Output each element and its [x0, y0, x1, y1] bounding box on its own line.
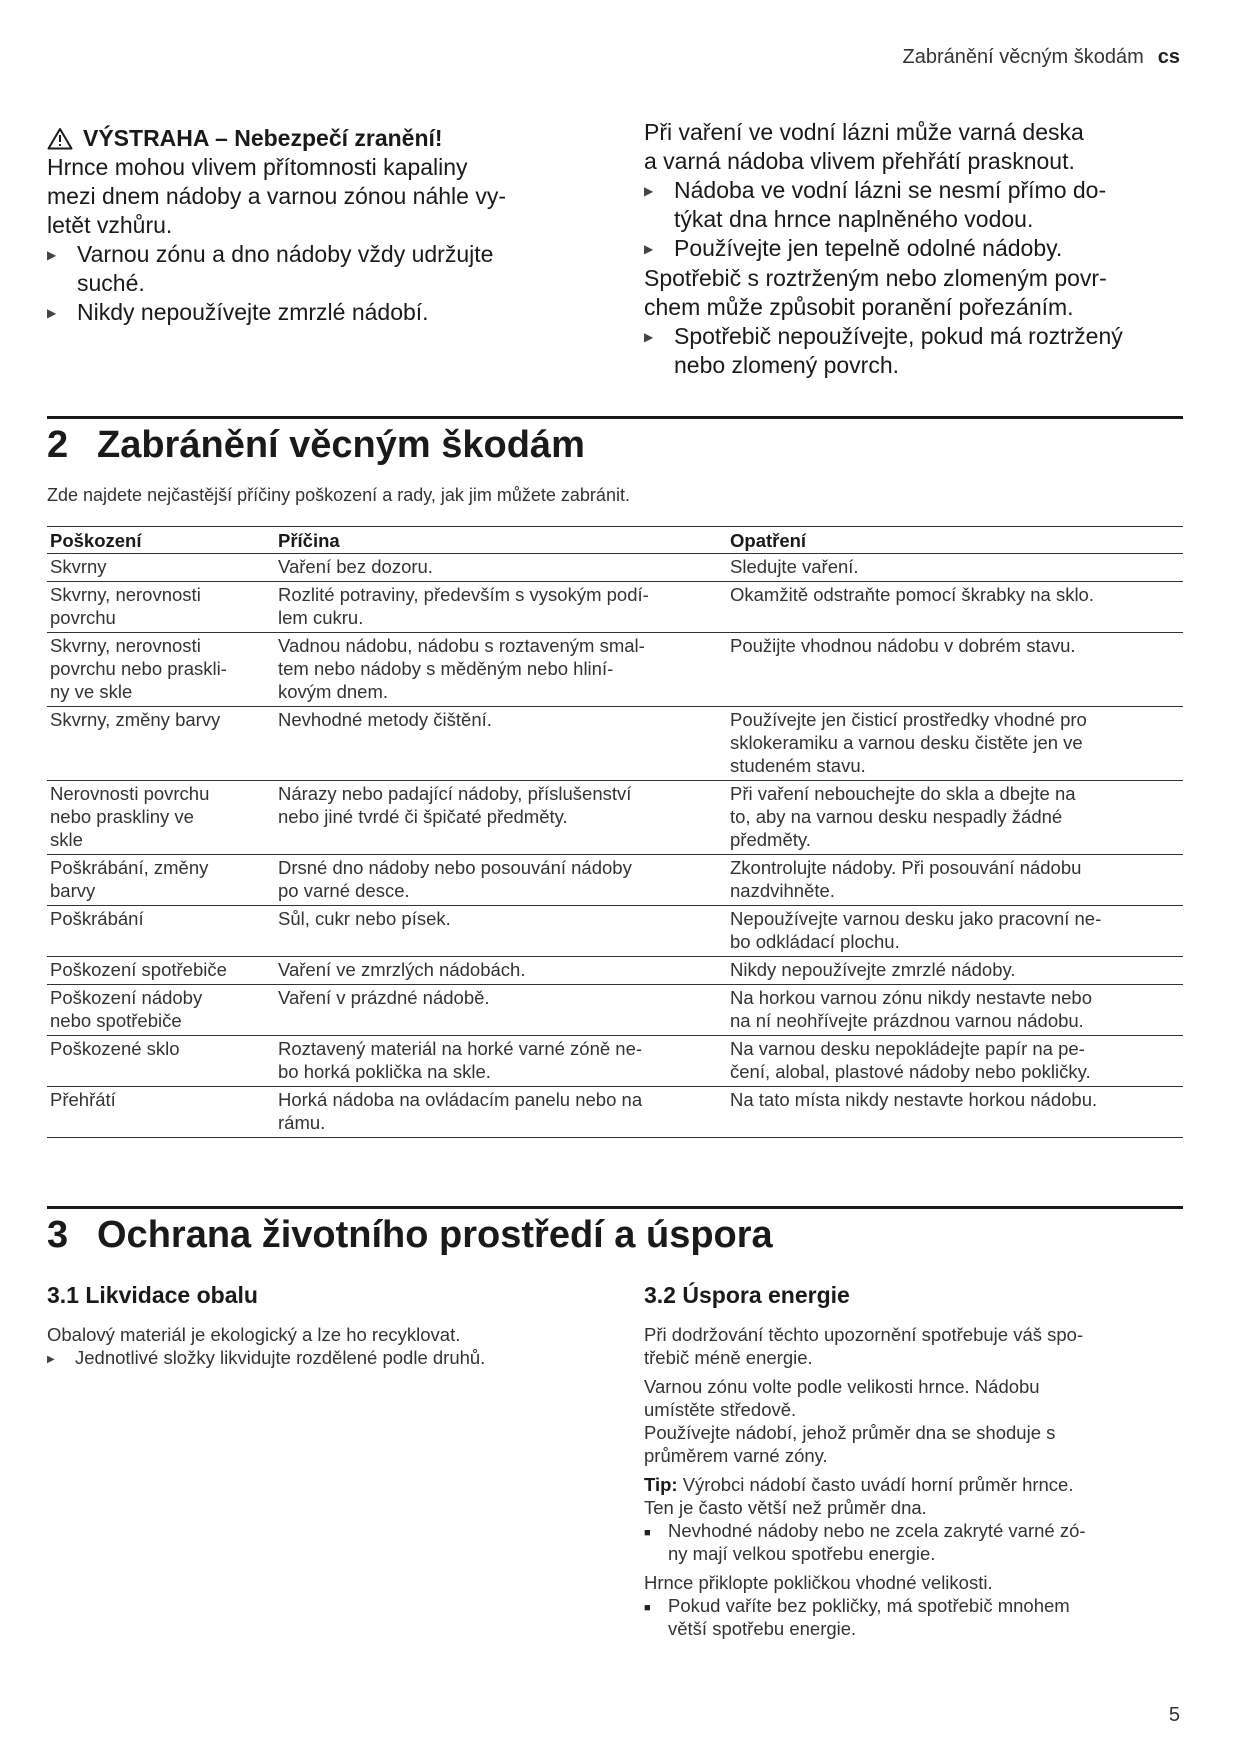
cell-line: to, aby na varnou desku nespadly žádné	[730, 806, 1063, 827]
cell-line: Poškození nádoby	[50, 987, 203, 1008]
paragraph	[644, 1375, 1174, 1421]
column-header: Příčina	[275, 527, 727, 554]
text-line: ny mají velkou spotřebu energie.	[668, 1543, 936, 1564]
table-cell	[275, 985, 727, 1036]
section-title: Ochrana životního prostředí a úspora	[97, 1214, 773, 1256]
table-row	[47, 582, 1183, 633]
text-line: Používejte jen tepelně odolné nádoby.	[674, 235, 1063, 261]
cell-line: Horká nádoba na ovládacím panelu nebo na	[278, 1089, 643, 1110]
arrow-bullet-icon: ▶	[47, 248, 57, 262]
text-line: a varná nádoba vlivem přehřátí prasknout.	[644, 148, 1075, 174]
cell-line: Skvrny, nerovnosti	[50, 584, 201, 605]
cell-line: Skvrny, nerovnosti	[50, 635, 201, 656]
table-row	[47, 957, 1183, 985]
text-line: Výrobci nádobí často uvádí horní průměr hrnce.	[682, 1474, 1074, 1495]
page-number: 5	[1168, 1704, 1180, 1726]
subsection-3-1	[47, 1282, 577, 1371]
cell-line: Přehřátí	[50, 1089, 116, 1110]
subsection-title: 3.2 Úspora energie	[644, 1282, 850, 1308]
text-line: týkat dna hrnce naplněného vodou.	[674, 206, 1034, 232]
text-line: chem může způsobit poranění pořezáním.	[644, 294, 1074, 320]
warning-title	[47, 124, 577, 153]
table-cell	[727, 906, 1183, 957]
cell-line: Použijte vhodnou nádobu v dobrém stavu.	[730, 635, 1076, 656]
paragraph	[644, 1421, 1174, 1467]
arrow-bullet-icon: ▶	[644, 242, 654, 256]
table-cell	[47, 855, 275, 906]
table-cell	[47, 985, 275, 1036]
table-cell	[275, 1036, 727, 1087]
cell-line: Skvrny	[50, 556, 107, 577]
text-line: Spotřebič s roztrženým nebo zlomeným povr-	[644, 265, 1107, 291]
table-cell	[275, 855, 727, 906]
cell-line: Vaření bez dozoru.	[278, 556, 433, 577]
table-row	[47, 855, 1183, 906]
table-cell	[727, 582, 1183, 633]
cell-line: bo horká poklička na skle.	[278, 1061, 491, 1082]
cell-line: povrchu nebo praskli-	[50, 658, 227, 679]
square-bullet-icon: ■	[644, 1527, 651, 1539]
cell-line: ny ve skle	[50, 681, 133, 702]
text-line: nebo zlomený povrch.	[674, 352, 900, 378]
table-cell	[275, 633, 727, 707]
section-rule	[47, 416, 1183, 419]
cell-line: Nikdy nepoužívejte zmrzlé nádoby.	[730, 959, 1016, 980]
warning-text	[47, 153, 577, 240]
table-header-row	[47, 527, 1183, 554]
table-cell	[275, 906, 727, 957]
text-line: Varnou zónu volte podle velikosti hrnce. Nádobu	[644, 1376, 1040, 1397]
text-line: průměrem varné zóny.	[644, 1445, 828, 1466]
bullet-text: Jednotlivé složky likvidujte rozdělené podle druhů.	[75, 1347, 486, 1368]
table-row	[47, 707, 1183, 781]
table-cell	[727, 707, 1183, 781]
warning-bullet	[47, 240, 577, 298]
table-cell	[47, 1087, 275, 1138]
text-line: Nevhodné nádoby nebo ne zcela zakryté varné zó-	[668, 1520, 1086, 1541]
cell-line: sklokeramiku a varnou desku čistěte jen ve	[730, 732, 1083, 753]
section-2-heading	[47, 424, 585, 467]
cell-line: tem nebo nádoby s měděným nebo hliní-	[278, 658, 614, 679]
warning-title-text: VÝSTRAHA – Nebezpečí zranění!	[83, 125, 443, 151]
arrow-bullet-icon: ▶	[47, 306, 57, 320]
table-cell	[275, 781, 727, 855]
table-cell	[727, 957, 1183, 985]
tip-paragraph	[644, 1473, 1174, 1519]
table-cell	[47, 554, 275, 582]
text-line: Hrnce mohou vlivem přítomnosti kapaliny	[47, 154, 468, 180]
table-body	[47, 554, 1183, 1138]
text-line: Při dodržování těchto upozornění spotřebuje váš spo-	[644, 1324, 1084, 1345]
cell-line: čení, alobal, plastové nádoby nebo pokličky.	[730, 1061, 1091, 1082]
table-cell	[727, 855, 1183, 906]
paragraph	[644, 118, 1184, 176]
cell-line: Poškrábání, změny	[50, 857, 209, 878]
table-cell	[727, 985, 1183, 1036]
cell-line: Nerovnosti povrchu	[50, 783, 210, 804]
cell-line: Sledujte vaření.	[730, 556, 859, 577]
table-cell	[47, 906, 275, 957]
table-cell	[47, 633, 275, 707]
table-cell	[275, 707, 727, 781]
header-title: Zabránění věcným škodám	[902, 46, 1144, 68]
text-line: Při vaření ve vodní lázni může varná deska	[644, 119, 1084, 145]
cell-line: nazdvihněte.	[730, 880, 835, 901]
cell-line: Na tato místa nikdy nestavte horkou nádobu.	[730, 1089, 1098, 1110]
table-cell	[727, 781, 1183, 855]
column-header: Poškození	[47, 527, 275, 554]
cell-line: povrchu	[50, 607, 116, 628]
table-cell	[275, 957, 727, 985]
section-title: Zabránění věcným škodám	[97, 424, 585, 466]
cell-line: studeném stavu.	[730, 755, 866, 776]
arrow-bullet-icon: ▶	[644, 330, 654, 344]
cell-line: předměty.	[730, 829, 811, 850]
table-cell	[47, 707, 275, 781]
column-header: Opatření	[727, 527, 1183, 554]
table-cell	[47, 781, 275, 855]
text-line: třebič méně energie.	[644, 1347, 813, 1368]
right-warning-column	[644, 118, 1184, 380]
text-line: mezi dnem nádoby a varnou zónou náhle vy-	[47, 183, 507, 209]
section-number: 2	[47, 424, 69, 466]
bullet-item	[47, 1346, 577, 1371]
cell-line: Nevhodné metody čištění.	[278, 709, 492, 730]
table-cell	[275, 1087, 727, 1138]
cell-line: barvy	[50, 880, 96, 901]
bullet-item	[644, 176, 1184, 234]
table-cell	[47, 957, 275, 985]
table-row	[47, 906, 1183, 957]
cell-line: Nepoužívejte varnou desku jako pracovní ne-	[730, 908, 1102, 929]
cell-line: Poškozené sklo	[50, 1038, 180, 1059]
table-cell	[727, 633, 1183, 707]
section-number: 3	[47, 1214, 69, 1256]
text-line: letět vzhůru.	[47, 212, 173, 238]
cell-line: Vaření v prázdné nádobě.	[278, 987, 490, 1008]
bullet-item	[644, 1594, 1174, 1640]
bullet-item	[644, 322, 1184, 380]
text-line: suché.	[77, 270, 145, 296]
running-header	[903, 46, 1180, 69]
table-row	[47, 554, 1183, 582]
table-cell	[275, 582, 727, 633]
cell-line: Poškození spotřebiče	[50, 959, 227, 980]
cell-line: Sůl, cukr nebo písek.	[278, 908, 451, 929]
paragraph	[644, 1323, 1174, 1369]
tip-label: Tip:	[644, 1474, 678, 1495]
bullet-item	[644, 234, 1184, 264]
cell-line: Skvrny, změny barvy	[50, 709, 221, 730]
text-line: Pokud vaříte bez pokličky, má spotřebič mnohem	[668, 1595, 1070, 1616]
paragraph	[644, 264, 1184, 322]
section-3-heading	[47, 1214, 773, 1257]
warning-block	[47, 124, 577, 328]
text-line: umístěte středově.	[644, 1399, 797, 1420]
table-cell	[47, 582, 275, 633]
cell-line: Okamžitě odstraňte pomocí škrabky na sklo.	[730, 584, 1094, 605]
subsection-title: 3.1 Likvidace obalu	[47, 1282, 258, 1308]
paragraph: Hrnce přiklopte pokličkou vhodné velikosti.	[644, 1572, 993, 1593]
text-line: Nádoba ve vodní lázni se nesmí přímo do-	[674, 177, 1107, 203]
table-cell	[275, 554, 727, 582]
section-intro: Zde najdete nejčastější příčiny poškození a rady, jak jim můžete zabránit.	[47, 485, 630, 505]
text-line: Spotřebič nepoužívejte, pokud má roztržený	[674, 323, 1123, 349]
cell-line: Nárazy nebo padající nádoby, příslušenství	[278, 783, 632, 804]
table-cell	[727, 1087, 1183, 1138]
cell-line: na ní neohřívejte prázdnou varnou nádobu.	[730, 1010, 1084, 1031]
cell-line: Na horkou varnou zónu nikdy nestavte nebo	[730, 987, 1093, 1008]
text-line: Varnou zónu a dno nádoby vždy udržujte	[77, 241, 494, 267]
cell-line: Vaření ve zmrzlých nádobách.	[278, 959, 526, 980]
table-cell	[727, 554, 1183, 582]
square-bullet-icon: ■	[644, 1602, 651, 1614]
cell-line: Roztavený materiál na horké varné zóně ne-	[278, 1038, 643, 1059]
cell-line: Rozlité potraviny, především s vysokým podí-	[278, 584, 649, 605]
cell-line: Drsné dno nádoby nebo posouvání nádoby	[278, 857, 632, 878]
paragraph: Obalový materiál je ekologický a lze ho recyklovat.	[47, 1324, 461, 1345]
cell-line: rámu.	[278, 1112, 326, 1133]
damage-table	[47, 526, 1183, 1138]
cell-line: nebo praskliny ve	[50, 806, 194, 827]
table-row	[47, 781, 1183, 855]
cell-line: lem cukru.	[278, 607, 364, 628]
warning-bullet	[47, 298, 577, 328]
subsection-3-2	[644, 1282, 1174, 1640]
table-row	[47, 633, 1183, 707]
text-line: Ten je často větší než průměr dna.	[644, 1497, 927, 1518]
warning-triangle-icon	[47, 127, 73, 150]
cell-line: Při vaření nebouchejte do skla a dbejte na	[730, 783, 1076, 804]
text-line: Používejte nádobí, jehož průměr dna se shoduje s	[644, 1422, 1056, 1443]
cell-line: nebo spotřebiče	[50, 1010, 182, 1031]
cell-line: nebo jiné tvrdé či špičaté předměty.	[278, 806, 568, 827]
bullet-item	[644, 1519, 1174, 1565]
cell-line: Používejte jen čisticí prostředky vhodné pro	[730, 709, 1087, 730]
cell-line: Zkontrolujte nádoby. Při posouvání nádobu	[730, 857, 1082, 878]
text-line: větší spotřebu energie.	[668, 1618, 857, 1639]
arrow-bullet-icon: ▶	[47, 1354, 55, 1365]
arrow-bullet-icon: ▶	[644, 184, 654, 198]
section-rule	[47, 1206, 1183, 1209]
cell-line: skle	[50, 829, 83, 850]
table-row	[47, 1036, 1183, 1087]
language-code: cs	[1157, 46, 1180, 68]
cell-line: Poškrábání	[50, 908, 144, 929]
cell-line: po varné desce.	[278, 880, 410, 901]
cell-line: kovým dnem.	[278, 681, 389, 702]
text-line: Nikdy nepoužívejte zmrzlé nádobí.	[77, 299, 429, 325]
table-row	[47, 1087, 1183, 1138]
cell-line: bo odkládací plochu.	[730, 931, 900, 952]
table-cell	[47, 1036, 275, 1087]
cell-line: Vadnou nádobu, nádobu s roztaveným smal-	[278, 635, 645, 656]
table-row	[47, 985, 1183, 1036]
cell-line: Na varnou desku nepokládejte papír na pe-	[730, 1038, 1085, 1059]
table-cell	[727, 1036, 1183, 1087]
